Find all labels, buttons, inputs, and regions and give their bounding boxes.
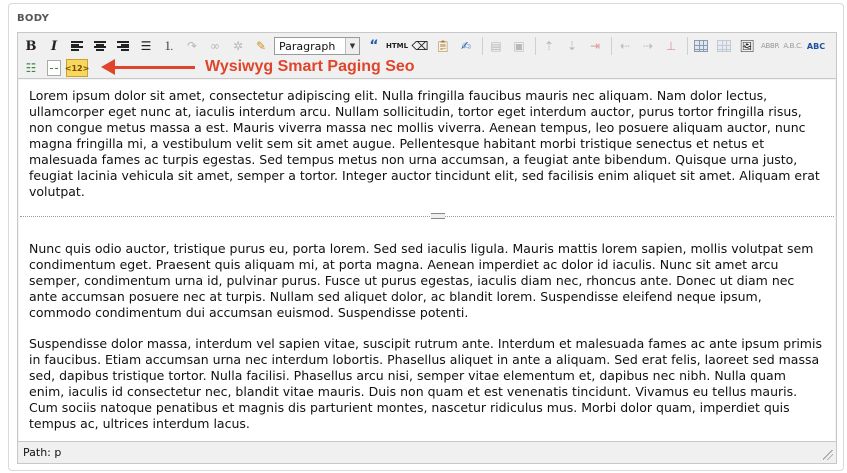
spellcheck-button[interactable]	[806, 36, 826, 56]
delete-row-icon: ⇥	[589, 39, 601, 53]
insert-table-button[interactable]	[691, 36, 711, 56]
format-select-value: Paragraph	[279, 39, 336, 53]
unlink-icon: ✲	[232, 39, 244, 53]
col-before-icon: ⇠	[619, 39, 631, 53]
arrow-shaft	[115, 66, 195, 69]
page-break-handle	[431, 213, 445, 219]
html-source-button[interactable]	[387, 36, 407, 56]
delete-col-button[interactable]	[661, 36, 681, 56]
row-after-button[interactable]	[562, 36, 582, 56]
align-right-button[interactable]	[113, 36, 133, 56]
edit-button[interactable]	[456, 36, 476, 56]
toolbar-separator	[482, 37, 483, 55]
italic-button[interactable]: I	[50, 38, 58, 54]
chevron-down-icon: ▼	[345, 38, 359, 54]
acronym-button[interactable]	[783, 36, 803, 56]
abbr-button[interactable]	[760, 36, 780, 56]
toolbar-separator	[611, 37, 612, 55]
table-props-icon: ▣	[513, 39, 525, 53]
row-before-icon: ⇡	[543, 39, 555, 53]
wysiwyg-editor	[17, 32, 837, 464]
toolbar-separator	[687, 37, 688, 55]
blockquote-button[interactable]	[364, 36, 384, 56]
align-center-icon	[94, 41, 106, 51]
row-after-icon: ⇣	[566, 39, 578, 53]
field-label: BODY	[17, 13, 50, 24]
table-props-button[interactable]	[509, 36, 529, 56]
abbr-icon: ABBR	[760, 42, 780, 50]
toolbar-row-1	[21, 36, 829, 56]
align-center-button[interactable]	[90, 36, 110, 56]
edit-icon: ✍	[460, 39, 472, 53]
clipboard-icon: 📋︎	[435, 39, 451, 53]
quote-icon: “	[369, 38, 379, 54]
col-after-button[interactable]	[638, 36, 658, 56]
eraser-icon: ⌫	[411, 39, 429, 53]
align-left-button[interactable]	[67, 36, 87, 56]
content-paragraph: Nunc quis odio auctor, tristique purus eu, porta lorem. Sed sed iaculis ligula. Mauris mattis lorem sapien, mollis volutpat sem condimentum eget. Praesent quis aliquam mi, at porta magna. Aenean imperdiet ac dolor id iaculis. Nunc sit amet arcu semper, condimentum urna id, pulvinar purus. Fusce ut purus egestas, iaculis diam nec, rhoncus ante. Donec ut diam nec ante accumsan posuere nec at turpis. Nullam sed aliquet dolor, ac blandit lorem. Suspendisse eleifend neque ipsum, commodo condimentum dui accumsan euismod. Suspendisse potenti.	[29, 241, 814, 320]
paste-button[interactable]	[433, 36, 453, 56]
content-paragraph: Suspendisse dolor massa, interdum vel sapien vitae, suscipit rutrum ante. Interdum et malesuada fames ac ante ipsum primis in faucibus. Etiam accumsan urna nec interdum lobortis. Phasellus aliquet in ante a aliquam. Sed erat felis, laoreet sed massa sed, dapibus tristique tortor. Nulla facilisi. Phasellus arcu nisi, semper vitae elementum et, dapibus nec nibh. Nulla quam enim, iaculis id consectetur nec, blandit vitae mauris. Duis non quam et est venenatis tincidunt. Vivamus eu tellus mauris. Cum sociis natoque penatibus et magnis dis parturient montes, nascetur ridiculus mus. Morbi dolor quam, imperdiet quis tempus ac, ultrices interdum lacus.	[29, 336, 822, 431]
format-select[interactable]	[274, 37, 360, 55]
element-path: Path: p	[23, 446, 62, 459]
col-before-button[interactable]	[615, 36, 635, 56]
broom-icon: ✎	[255, 39, 267, 53]
delete-row-button[interactable]	[585, 36, 605, 56]
smart-paging-button[interactable]	[64, 58, 90, 78]
redo-button[interactable]	[182, 36, 202, 56]
smart-paging-icon: <12>	[66, 59, 88, 77]
toolbar-separator	[535, 37, 536, 55]
numbered-list-button[interactable]	[159, 36, 179, 56]
page-break-button[interactable]	[44, 58, 64, 78]
resize-grip-icon[interactable]	[823, 450, 833, 460]
page-break-icon	[47, 60, 61, 76]
unlink-button[interactable]	[228, 36, 248, 56]
page-break-marker[interactable]	[29, 207, 825, 227]
table-icon	[694, 40, 708, 52]
paragraph-list-button[interactable]	[21, 58, 41, 78]
status-bar	[18, 441, 836, 463]
col-after-icon: ⇢	[642, 39, 654, 53]
bullet-list-icon: ☰	[140, 39, 152, 53]
redo-icon: ↷	[186, 39, 198, 53]
link-icon: ∞	[210, 39, 220, 53]
callout-annotation	[101, 57, 415, 77]
align-right-icon	[117, 41, 129, 51]
delete-col-icon: ⊥	[665, 39, 677, 53]
bullet-list-button[interactable]	[136, 36, 156, 56]
toolbar-row-2	[21, 58, 90, 78]
insert-image-button[interactable]	[737, 36, 757, 56]
acronym-icon: A.B.C.	[783, 42, 803, 50]
list-icon: ☷	[25, 61, 37, 75]
align-left-icon	[71, 41, 83, 51]
html-icon: HTML	[385, 42, 409, 50]
merge-cells-icon	[717, 40, 731, 52]
page-break-line	[20, 216, 834, 217]
bold-button[interactable]: B	[25, 38, 37, 54]
remove-format-button[interactable]	[410, 36, 430, 56]
spellcheck-icon: ABC	[806, 41, 826, 51]
image-icon: 🖼︎	[739, 39, 755, 53]
callout-text: Wysiwyg Smart Paging Seo	[205, 58, 415, 75]
link-button[interactable]	[205, 36, 225, 56]
table-row-icon: ▤	[490, 39, 502, 53]
arrow-left-icon	[101, 59, 115, 75]
insert-row-button[interactable]	[486, 36, 506, 56]
row-before-button[interactable]	[539, 36, 559, 56]
content-paragraph: Lorem ipsum dolor sit amet, consectetur adipiscing elit. Nulla fringilla faucibus mauris nec aliquam. Nam dolor lectus, ullamcorper eget nunc at, iaculis interdum arcu. Nullam sollicitudin, tortor eget interdum auctor, purus tortor fringilla risus, non congue metus massa a est. Mauris viverra massa nec mollis viverra. Aenean tempus, leo posuere aliquam auctor, nunc magna fringilla mi, a vestibulum velit sem sit amet augue. Pellentesque habitant morbi tristique senectus et netus et malesuada fames ac turpis egestas. Sed tempus metus non urna accumsan, a feugiat ante bibendum. Quisque urna justo, feugiat lacinia vehicula sit amet, semper a tortor. Integer auctor tincidunt elit, sed facilisis enim aliquet sit amet. Aliquam erat volutpat.	[29, 88, 820, 199]
numbered-list-icon: ⒈	[163, 40, 175, 53]
editor-content[interactable]	[19, 80, 835, 442]
merge-cells-button[interactable]	[714, 36, 734, 56]
cleanup-button[interactable]	[251, 36, 271, 56]
